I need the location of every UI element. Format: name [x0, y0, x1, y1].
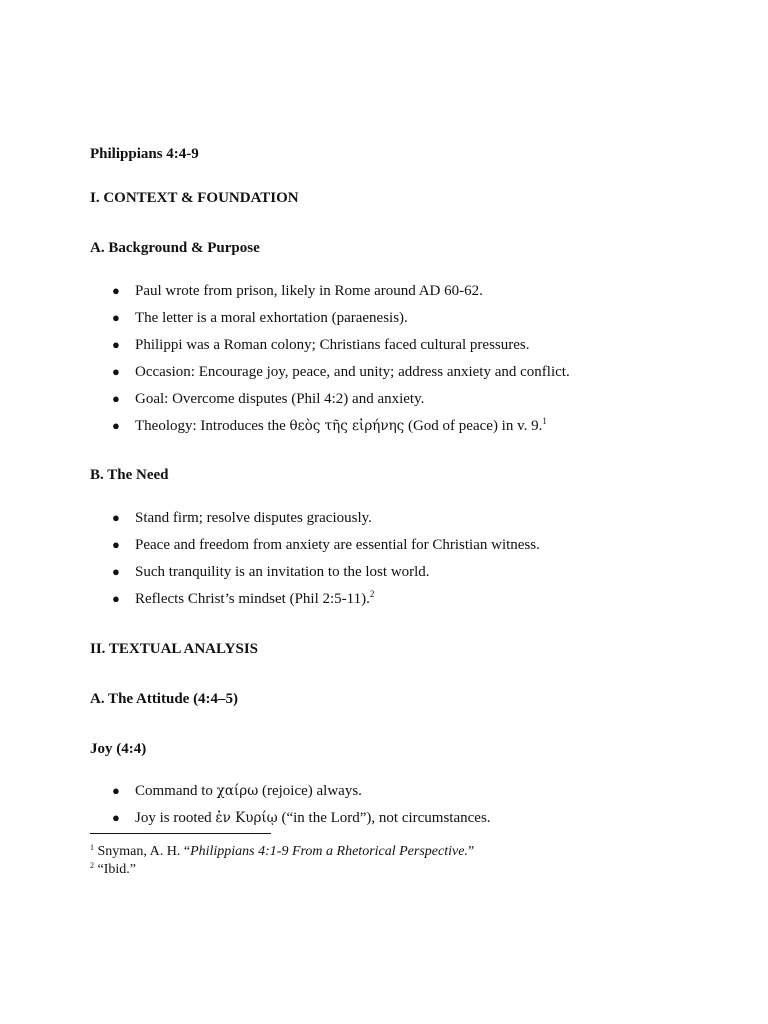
- footnote-number: 2: [90, 861, 94, 870]
- list-item: [112, 336, 530, 354]
- bullet-icon: ●: [112, 283, 120, 298]
- subheading-joy: Joy (4:4): [90, 741, 147, 757]
- bullet-icon: ●: [112, 591, 120, 606]
- list-item-text: (God of peace) in v. 9.: [404, 418, 543, 434]
- bullet-icon: ●: [112, 510, 120, 525]
- list-item: [112, 536, 540, 554]
- list-item: [112, 282, 483, 300]
- list-item: [112, 390, 424, 408]
- list-item: [112, 309, 408, 327]
- list-item: [112, 590, 374, 608]
- list-item-text: Paul wrote from prison, likely in Rome around AD 60-62.: [135, 283, 483, 299]
- list-item-text: Goal: Overcome disputes (Phil 4:2) and anxiety.: [135, 391, 425, 407]
- list-item: [112, 782, 362, 800]
- footnote-citation-title: Philippians 4:1-9 From a Rhetorical Perspective.: [190, 844, 468, 859]
- document-title: Philippians 4:4-9: [90, 146, 199, 162]
- list-item-text: Reflects Christ’s mindset (Phil 2:5-11).: [135, 591, 370, 607]
- list-item: [112, 809, 491, 827]
- list-item-text: Occasion: Encourage joy, peace, and unity; address anxiety and conflict.: [135, 364, 570, 380]
- list-item-text: Stand firm; resolve disputes graciously.: [135, 510, 372, 526]
- list-item-text: Philippi was a Roman colony; Christians faced cultural pressures.: [135, 337, 530, 353]
- footnote-separator: [90, 833, 271, 834]
- bullet-icon: ●: [112, 364, 120, 379]
- list-item-text: Such tranquility is an invitation to the lost world.: [135, 564, 430, 580]
- list-item-text: (“in the Lord”), not circumstances.: [277, 810, 491, 826]
- section-heading-context: I. CONTEXT & FOUNDATION: [90, 190, 299, 206]
- list-item: [112, 417, 547, 435]
- footnote-reference: 2: [369, 589, 375, 599]
- section-heading-textual-analysis: II. TEXTUAL ANALYSIS: [90, 641, 258, 657]
- footnote-number: 1: [90, 843, 94, 852]
- bullet-icon: ●: [112, 391, 120, 406]
- list-item: [112, 363, 570, 381]
- list-item-text: (rejoice) always.: [258, 783, 362, 799]
- greek-word: χαίρω: [216, 783, 259, 799]
- list-item-text: The letter is a moral exhortation (paraenesis).: [135, 310, 408, 326]
- bullet-icon: ●: [112, 564, 120, 579]
- subheading-the-need: B. The Need: [90, 467, 169, 483]
- list-item-text: Joy is rooted: [135, 810, 216, 826]
- bullet-icon: ●: [112, 810, 120, 825]
- list-item: [112, 509, 372, 527]
- list-item-text: Theology: Introduces the: [135, 418, 290, 434]
- bullet-icon: ●: [112, 418, 120, 433]
- bullet-icon: ●: [112, 310, 120, 325]
- footnote-text: ”: [467, 844, 475, 859]
- list-item: [112, 563, 430, 581]
- footnote-1: [90, 843, 474, 860]
- greek-phrase: θεὸς τῆς εἰρήνης: [289, 418, 405, 434]
- subheading-the-attitude: A. The Attitude (4:4–5): [90, 691, 239, 707]
- bullet-icon: ●: [112, 537, 120, 552]
- greek-phrase: ἐν Κυρίῳ: [215, 810, 278, 826]
- list-item-text: Command to: [135, 783, 217, 799]
- footnote-text: “Ibid.”: [94, 862, 136, 877]
- subheading-background-purpose: A. Background & Purpose: [90, 240, 260, 256]
- footnote-reference: 1: [542, 416, 547, 426]
- footnote-text: Snyman, A. H. “: [94, 844, 191, 859]
- bullet-icon: ●: [112, 783, 120, 798]
- list-item-text: Peace and freedom from anxiety are essential for Christian witness.: [135, 537, 540, 553]
- bullet-icon: ●: [112, 337, 120, 352]
- footnote-2: [90, 861, 136, 878]
